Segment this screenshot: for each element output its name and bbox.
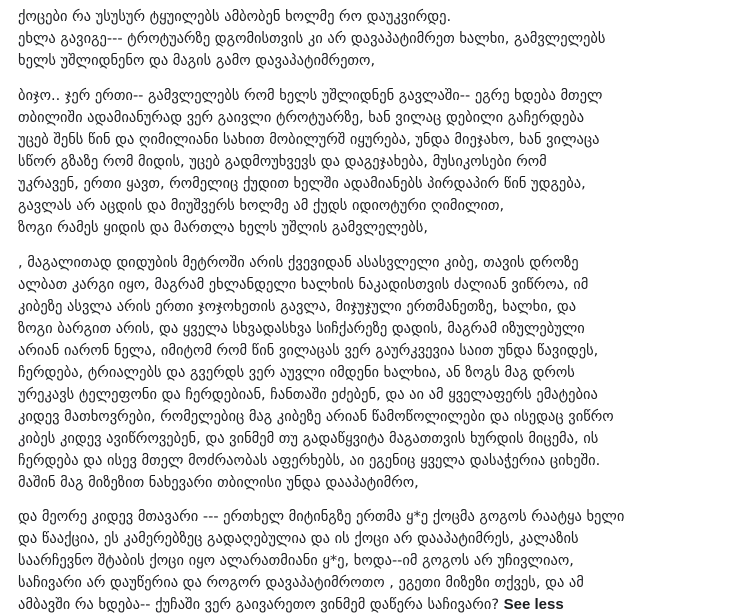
text-line: ჩერდება, ტრიალებს და გვერდს ვერ აუვლი იმდენი ხალხია, ან ზოგს მაგ დროს [18,365,575,381]
text-line: კიბეს კიდევ ავიწროვებენ, და ვინმემ თუ გადაწყვიტა მაგათთვის ხურდის მიცემა, ის [18,431,599,447]
see-less-button[interactable]: See less [503,596,564,613]
text-line: უკრავენ, ერთი ყავთ, რომელიც ქუდით ხელში ადამიანებს პირდაპირ წინ უდგება, [18,176,586,192]
text-line: ალბათ კარგი იყო, მაგრამ ეხლანდელი ხალხის ნაკადისთვის ძალიან ვიწროა, იმ [18,277,589,293]
text-line: ურეკავს ტელეფონი და ჩერდებიან, ჩანთაში ეძებენ, და აი ამ ყველაფერს ემატებია [18,387,598,403]
text-line: საჩივარი არ დაუწერია და როგორ დავაპატიმროთო , ეგეთი მიზეზი თქვეს, და ამ [18,575,584,591]
paragraph-2 [18,85,732,239]
text-line: , მაგალითად დიდუბის მეტროში არის ქვევიდან ასასვლელი კიბე, თავის დროზე [18,255,579,271]
text-line: უცებ შენს წინ და ღიმილიანი სახით მობილურშ იყურება, უნდა მიეჯახო, ხან ვილაცა [18,132,600,148]
text-line-last [18,594,732,616]
text-line: ქოცები რა უსუსურ ტყუილებს ამბობენ ხოლმე რო დაუკვირდე. [18,9,452,25]
text-line: ხელს უშლიდნენო და მაგის გამო დავაპატიმრეთო, [18,53,376,69]
text-line: ზოგი რამეს ყიდის და მართლა ხელს უშლის გამვლელებს, [18,220,428,236]
text-line: და წააქცია, ეს კამერებზეც გადაღებულია და ის ქოცი არ დააპატიმრეს, კალაზის [18,531,579,547]
text-line: გავლას არ აცდის და მიუშვერს ხოლმე ამ ქუდს იდიოტური ღიმილით, [18,198,505,214]
text-line: სწორ გზაზე რომ მიდის, უცებ გადმოუხვევს და დაგეჯახება, მუსიკოსები რომ [18,154,547,170]
text-line: ზოგი ბარგით არის, და ყველა სხვადასხვა სიჩქარეზე დადის, მაგრამ იზულებული [18,321,585,337]
paragraph-gap [18,494,732,506]
paragraph-4 [18,506,732,616]
text-line: კიბეზე ასვლა არის ერთი ჯოჯოხეთის გავლა, მიჯუჯული ერთმანეთზე, ხალხი, და [18,299,577,315]
paragraph-gap [18,239,732,252]
text-line: არიან იარონ ნელა, იმიტომ რომ წინ ვილაცას ვერ გაურკვევია საით უნდა წავიდეს, [18,343,599,359]
text-line: კიდევ მათხოვრები, რომელებიც მაგ კიბეზე არიან წამოწოლილები და ისედაც ვიწრო [18,409,614,425]
paragraph-gap [18,72,732,85]
paragraph-1 [18,0,732,72]
text-line: საარჩევნო შტაბის ქოცი იყო ალარათმიანი ყ*ე, ხოდა--იმ გოგოს არ უჩივლიაო, [18,553,574,569]
text-line: ბიჯო.. ჯერ ერთი-- გამვლელებს რომ ხელს უშლიდნენ გავლაში-- ეგრე ხდება მთელ [18,88,603,104]
paragraph-3 [18,252,732,494]
last-line-text: ამბავში რა ხდება-- ქუჩაში ვერ გაივარეთო ვინმემ დაწერა საჩივარი? [18,597,500,613]
text-line: ეხლა გავიგე--- ტროტუარზე დგომისთვის კი არ დავაპატიმრეთ ხალხი, გამვლელებს [18,31,606,47]
text-line: თბილიში ადამიანურად ვერ გაივლი ტროტუარზე, ხან ვილაც დებილი გაჩერდება [18,110,585,126]
text-line: მაშინ მაგ მიზეზით ნახევარი თბილისი უნდა დააპატიმრო, [18,475,419,491]
text-line: და მეორე კიდევ მთავარი --- ერთხელ მიტინგზე ერთმა ყ*ე ქოცმა გოგოს რაატყა ხელი [18,509,625,525]
text-line: ჩერდება და ისევ მთელ მოძრაობას აფერხებს, აი ეგენიც ყველა დასაჭერია ციხეში. [18,453,601,469]
